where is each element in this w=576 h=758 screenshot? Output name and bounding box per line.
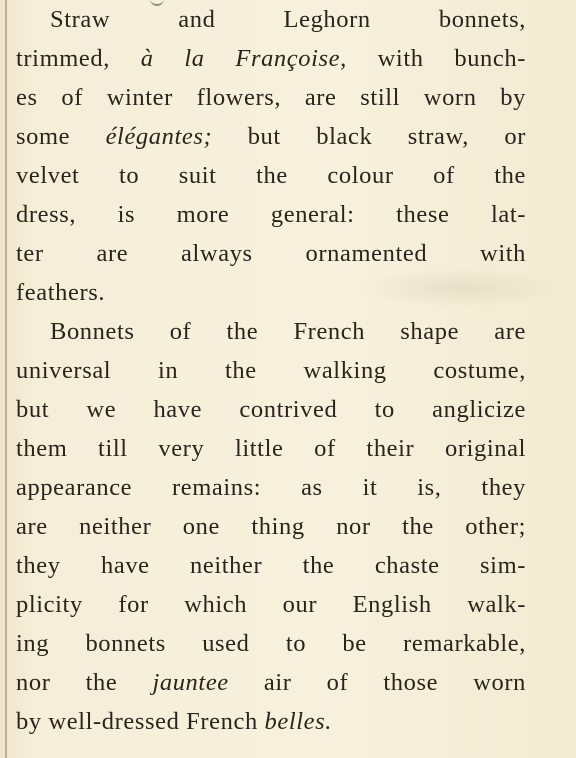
text-segment: but black straw, or [212, 123, 526, 150]
text-line [50, 313, 526, 351]
text-segment: with bunch- [346, 45, 526, 72]
text-segment: Straw and Leghorn bonnets, [50, 6, 526, 33]
text-line [16, 79, 526, 117]
text-line [16, 196, 526, 234]
text-line [16, 547, 526, 585]
text-segment: nor the [16, 669, 153, 696]
text-line [16, 430, 526, 468]
text-line [16, 625, 526, 663]
text-line [16, 274, 526, 312]
text-segment: feathers. [16, 279, 106, 306]
text-segment: plicity for which our English walk- [16, 591, 526, 618]
text-segment: ter are always ornamented with [16, 240, 526, 267]
text-segment: dress, is more general: these lat- [16, 201, 526, 228]
text-segment: by well-dressed French [16, 708, 265, 735]
text-line [16, 586, 526, 624]
text-line [16, 157, 526, 195]
text-segment: them till very little of their original [16, 435, 526, 462]
text-segment: universal in the walking costume, [16, 357, 526, 384]
text-line [16, 40, 526, 78]
text-segment: some [16, 123, 106, 150]
text-segment: trimmed, [16, 45, 141, 72]
text-line [16, 703, 526, 741]
text-line [16, 469, 526, 507]
text-segment: velvet to suit the colour of the [16, 162, 526, 189]
text-line [16, 235, 526, 273]
text-line [16, 664, 526, 702]
italic-phrase: belles. [264, 708, 333, 735]
text-segment: they have neither the chaste sim- [16, 552, 526, 579]
text-line [16, 352, 526, 390]
text-segment: air of those worn [228, 669, 526, 696]
text-line [16, 118, 526, 156]
text-segment: appearance remains: as it is, they [16, 474, 526, 501]
text-line [16, 508, 526, 546]
italic-phrase: élégantes; [105, 123, 213, 150]
text-line [16, 391, 526, 429]
italic-phrase: à la Françoise, [140, 45, 347, 72]
text-segment: are neither one thing nor the other; [16, 513, 526, 540]
text-segment: ing bonnets used to be remarkable, [16, 630, 526, 657]
italic-phrase: jauntee [152, 669, 229, 696]
text-segment: but we have contrived to anglicize [16, 396, 526, 423]
page-gutter-edge [5, 0, 7, 758]
text-segment: es of winter flowers, are still worn by [16, 84, 526, 111]
text-line [50, 1, 526, 39]
text-segment: Bonnets of the French shape are [50, 318, 526, 345]
